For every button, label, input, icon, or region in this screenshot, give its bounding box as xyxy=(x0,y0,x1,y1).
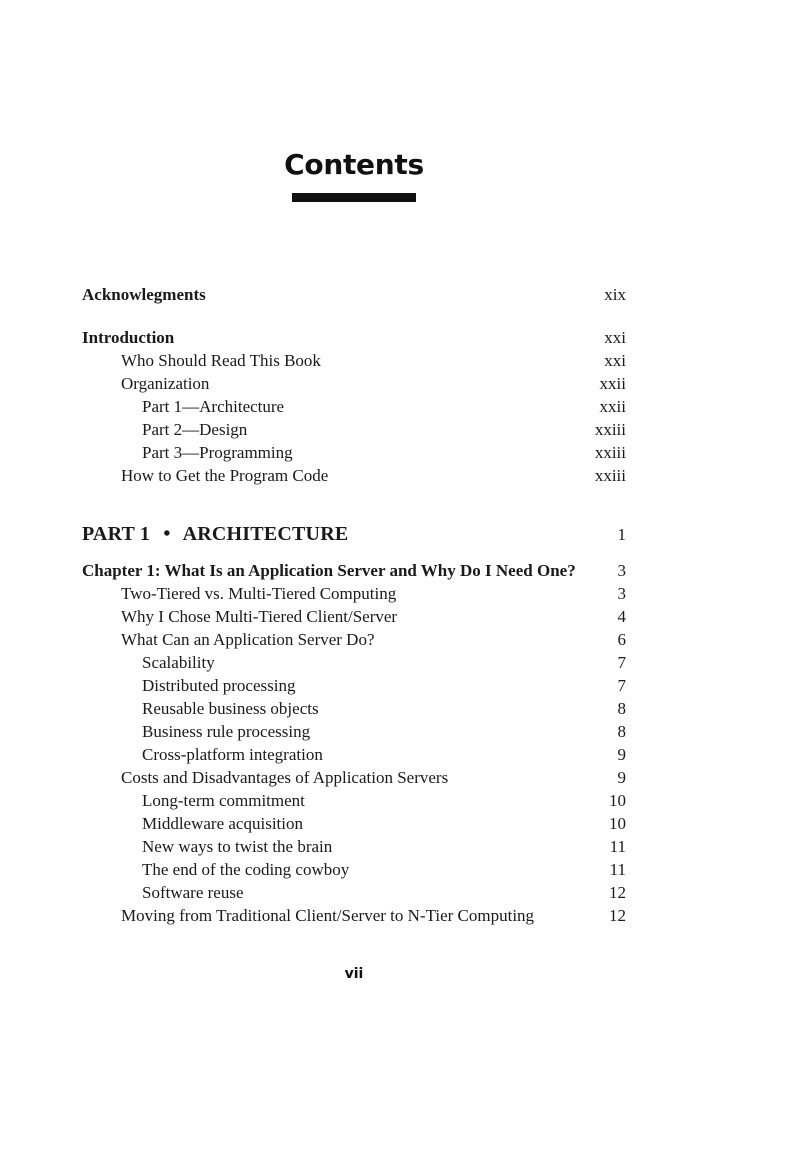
toc-entry-chapter-1[interactable] xyxy=(82,559,626,582)
part-title: ARCHITECTURE xyxy=(182,523,349,545)
toc-entry-page: xxi xyxy=(604,351,626,370)
bullet-separator: • xyxy=(163,523,171,545)
toc-entry-label: Part 3—Programming xyxy=(142,443,293,462)
toc-entry-label: Acknowlegments xyxy=(82,285,206,304)
toc-entry-page: xxi xyxy=(604,328,626,347)
toc-entry-acknowledgments[interactable] xyxy=(82,283,626,306)
toc-entry-label: Part 1—Architecture xyxy=(142,397,285,416)
toc-entry-page: 12 xyxy=(609,883,626,902)
toc-entry-page: xxii xyxy=(599,374,626,393)
toc-entry-label: Reusable business objects xyxy=(142,699,319,718)
toc-entry[interactable] xyxy=(82,605,626,628)
toc-entry-page: 1 xyxy=(617,525,626,544)
toc-entry[interactable] xyxy=(82,766,626,789)
toc-entry-page: 12 xyxy=(609,906,626,925)
title-underline-rule xyxy=(292,193,416,202)
toc-entry-page: xxiii xyxy=(594,443,626,462)
toc-entry-page: xix xyxy=(604,285,626,304)
toc-entry-label: Distributed processing xyxy=(142,676,296,695)
toc-entry-page: 9 xyxy=(617,745,626,764)
toc-entry[interactable] xyxy=(82,651,626,674)
toc-entry[interactable] xyxy=(82,697,626,720)
toc-entry[interactable] xyxy=(82,628,626,651)
page-title: Contents xyxy=(284,148,424,181)
toc-entry-page: 6 xyxy=(617,630,626,649)
toc-entry-label: Chapter 1: What Is an Application Server and Why Do I Need One? xyxy=(82,561,576,580)
toc-entry[interactable] xyxy=(82,743,626,766)
toc-part-heading[interactable] xyxy=(82,519,626,549)
toc-entry-page: 9 xyxy=(617,768,626,787)
toc-entry-label: Costs and Disadvantages of Application Servers xyxy=(121,768,449,787)
chapter-1-subentries xyxy=(82,582,626,927)
toc-entry[interactable] xyxy=(82,812,626,835)
toc-entry-label: New ways to twist the brain xyxy=(142,837,333,856)
toc-entry[interactable] xyxy=(82,395,626,418)
toc-entry-label: Middleware acquisition xyxy=(142,814,303,833)
toc-entry-page: 10 xyxy=(609,814,626,833)
toc-entry-label: Long-term commitment xyxy=(142,791,305,810)
part-number: PART 1 xyxy=(82,523,151,545)
toc-entry-label: Why I Chose Multi-Tiered Client/Server xyxy=(121,607,398,626)
toc-entry-label: Who Should Read This Book xyxy=(121,351,321,370)
toc-entry-label: Part 2—Design xyxy=(142,420,248,439)
toc-entry-page: 11 xyxy=(609,860,626,879)
toc-entry[interactable] xyxy=(82,904,626,927)
toc-entry-label: Software reuse xyxy=(142,883,244,902)
table-of-contents xyxy=(82,283,626,927)
toc-entry[interactable] xyxy=(82,789,626,812)
toc-entry-page: 8 xyxy=(617,722,626,741)
toc-entry[interactable] xyxy=(82,582,626,605)
toc-entry-label: Organization xyxy=(121,374,210,393)
toc-entry-label: Business rule processing xyxy=(142,722,311,741)
toc-entry-page: 3 xyxy=(617,584,626,603)
toc-entry-page: 7 xyxy=(617,653,626,672)
toc-entry-label: Moving from Traditional Client/Server to N-Tier Computing xyxy=(121,906,535,925)
toc-entry[interactable] xyxy=(82,835,626,858)
toc-entry[interactable] xyxy=(82,372,626,395)
toc-entry[interactable] xyxy=(82,464,626,487)
toc-entry[interactable] xyxy=(82,858,626,881)
spacer xyxy=(82,306,626,326)
toc-entry-introduction[interactable] xyxy=(82,326,626,349)
toc-entry[interactable] xyxy=(82,441,626,464)
toc-entry-page: xxiii xyxy=(594,466,626,485)
toc-entry-label: What Can an Application Server Do? xyxy=(121,630,375,649)
toc-entry[interactable] xyxy=(82,881,626,904)
toc-entry-label: Cross-platform integration xyxy=(142,745,323,764)
spacer xyxy=(82,549,626,559)
toc-entry[interactable] xyxy=(82,418,626,441)
toc-entry-label: Two-Tiered vs. Multi-Tiered Computing xyxy=(121,584,397,603)
introduction-subentries xyxy=(82,349,626,487)
page-number: vii xyxy=(344,966,364,982)
toc-entry-label: The end of the coding cowboy xyxy=(142,860,350,879)
toc-entry-page: xxiii xyxy=(594,420,626,439)
toc-entry[interactable] xyxy=(82,349,626,372)
toc-entry[interactable] xyxy=(82,674,626,697)
toc-entry-label: Scalability xyxy=(142,653,215,672)
toc-entry-page: 8 xyxy=(617,699,626,718)
toc-entry-page: 7 xyxy=(617,676,626,695)
spacer xyxy=(82,487,626,519)
toc-entry-page: xxii xyxy=(599,397,626,416)
toc-entry-page: 4 xyxy=(617,607,626,626)
toc-entry[interactable] xyxy=(82,720,626,743)
part-heading-label xyxy=(82,519,348,549)
toc-entry-page: 11 xyxy=(609,837,626,856)
toc-entry-page: 10 xyxy=(609,791,626,810)
toc-entry-page: 3 xyxy=(617,561,626,580)
toc-entry-label: Introduction xyxy=(82,328,175,347)
toc-entry-label: How to Get the Program Code xyxy=(121,466,329,485)
